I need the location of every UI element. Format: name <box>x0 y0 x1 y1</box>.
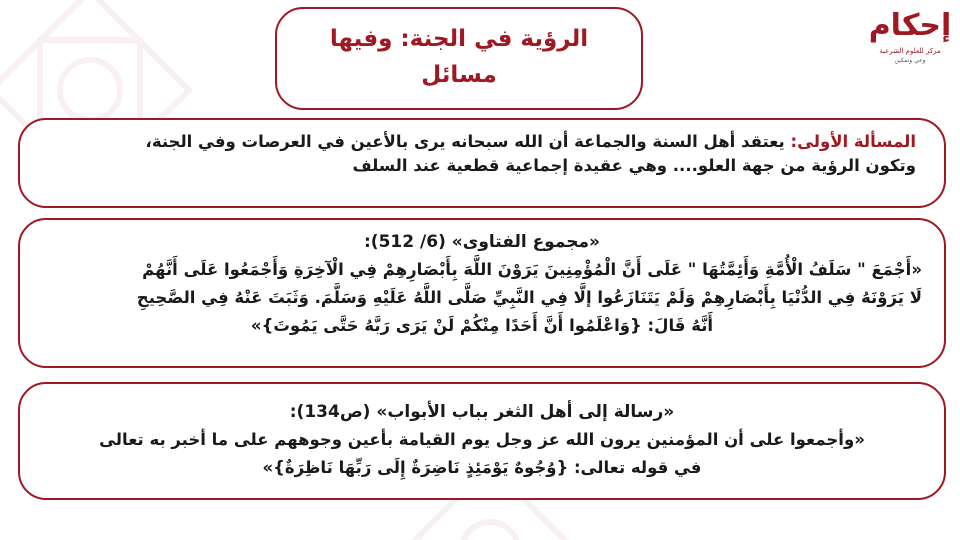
fatawa-quote-line2: لَا يَرَوْنَهُ فِي الدُّنْيَا بِأَبْصَارِهِمْ وَلَمْ يَتَنَازَعُوا إلَّا فِي النَّبِيِّ صَلَّى اللَّهُ عَلَيْهِ وَسَلَّمَ. وَثَبَتَ عَنْهُ فِي الصَّحِيحِ <box>136 288 922 307</box>
risala-quote-line1: «وأجمعوا على أن المؤمنين يرون الله عز وجل يوم القيامة بأعين وجوههم على ما أخبر به تعالى <box>99 430 865 449</box>
risala-quote-line2: في قوله تعالى: {وُجُوهٌ يَوْمَئِذٍ نَاضِرَةٌ إِلَى رَبِّهَا نَاظِرَةٌ}» <box>262 458 702 477</box>
logo-subtitle: مركز للعلوم الشرعية <box>879 47 941 55</box>
slide-title-line2: مسائل <box>421 62 497 88</box>
issue-one-text-a: يعتقد أهل السنة والجماعة أن الله سبحانه يرى بالأعين في العرصات وفي الجنة، <box>145 132 791 151</box>
fatawa-quote-source: «مجموع الفتاوى» (6/ 512): <box>364 232 600 252</box>
issue-one-line1 <box>44 130 916 154</box>
logo-tagline: وعي وتمكين <box>894 57 926 64</box>
brand-logo <box>868 6 952 76</box>
issue-one-lead: المسألة الأولى: <box>790 132 916 151</box>
logo-mark: إحكام <box>868 8 952 43</box>
fatawa-quote-line1: «أَجْمَعَ " سَلَفُ الْأُمَّةِ وَأَئِمَّتُهَا " عَلَى أَنَّ الْمُؤْمِنِينَ يَرَوْنَ اللَّهَ بِأَبْصَارِهِمْ فِي الْآخِرَةِ وَأَجْمَعُوا عَلَى أَنَّهُمْ <box>142 260 922 279</box>
fatawa-quote-box <box>18 218 946 368</box>
fatawa-quote-line3: أَنَّهُ قَالَ: {وَاعْلَمُوا أَنَّ أَحَدًا مِنْكُمْ لَنْ يَرَى رَبَّهُ حَتَّى يَمُوتَ}» <box>250 316 714 335</box>
issue-one-box <box>18 118 946 208</box>
issue-one-text-b: وتكون الرؤية من جهة العلو.... وهي عقيدة إجماعية قطعية عند السلف <box>352 156 916 175</box>
risala-quote-box <box>18 382 946 500</box>
slide-title-box <box>275 7 643 110</box>
risala-quote-source: «رسالة إلى أهل الثغر بباب الأبواب» (ص134): <box>289 402 675 422</box>
slide-title-line1: الرؤية في الجنة: وفيها <box>329 26 589 52</box>
